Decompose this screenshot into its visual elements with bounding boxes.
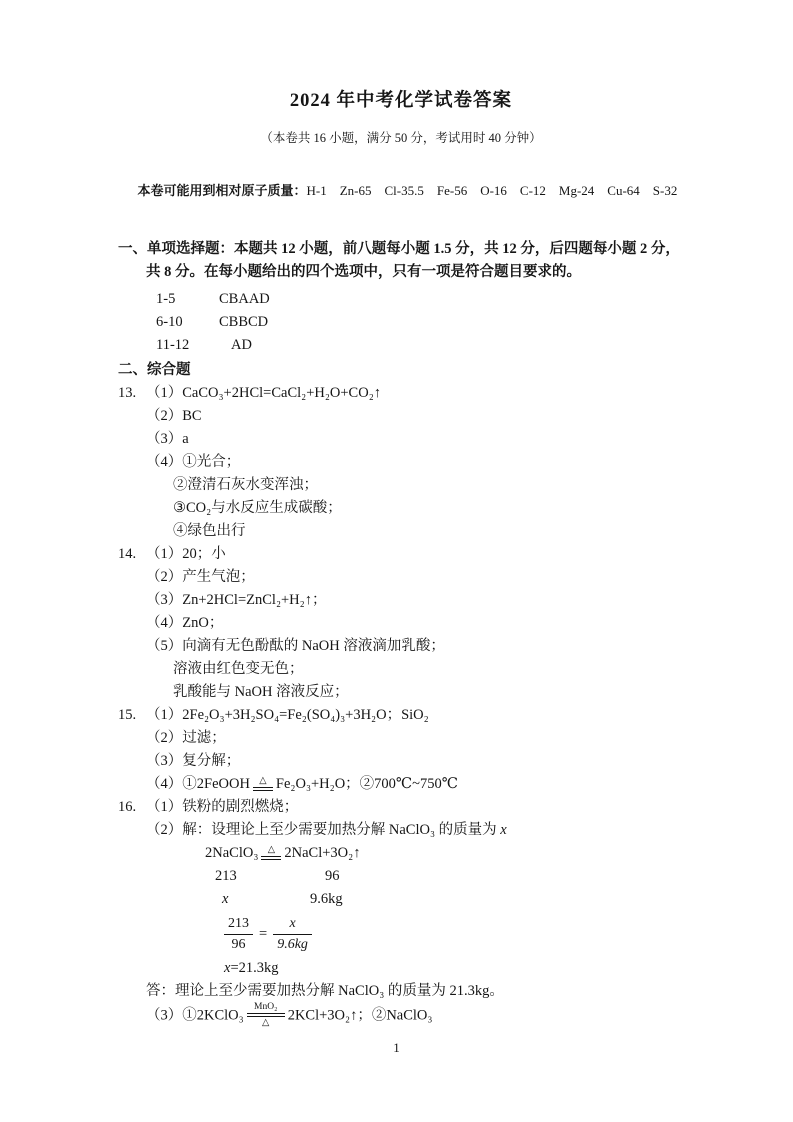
solution-result: [118, 957, 684, 980]
answer-row: [118, 311, 684, 334]
q16-part2-intro: [118, 819, 684, 842]
q16-part3: [118, 1003, 684, 1029]
stoich-equation: [118, 842, 684, 865]
q15-part1-text: （1）2Fe₂O₃+3H₂SO₄=Fe₂(SO₄)₃+3H₂O；SiO₂: [146, 707, 429, 723]
equals-bar: [261, 856, 281, 860]
q13-part1-text: （1）CaCO₃+2HCl=CaCl₂+H₂O+CO₂↑: [146, 385, 381, 401]
equation-right: 2NaCl+3O₂↑: [284, 845, 361, 861]
fraction-numerator: x: [273, 914, 312, 935]
equals-sign: =: [259, 925, 268, 942]
q16-part1: [118, 796, 684, 819]
answer-letters: CBBCD: [219, 314, 269, 330]
q15-part2: （2）过滤；: [146, 730, 226, 746]
question-number: 16.: [118, 799, 137, 815]
answer-row: [118, 334, 684, 357]
answer-range: 1-5: [156, 291, 176, 307]
answer-letters: CBAAD: [219, 291, 270, 307]
stoich-ratio-bottom: [118, 888, 684, 911]
q16-part3-prefix: （3）①2KClO₃: [146, 1007, 244, 1024]
section1-heading: [118, 238, 684, 284]
q14-part5-cont2: 乳酸能与 NaOH 溶液反应；: [173, 684, 349, 700]
q15-part4-suffix: Fe₂O₃+H₂O；②700℃~750℃: [275, 776, 458, 792]
question-14: [118, 543, 684, 704]
q14-part1-text: （1）20；小: [146, 546, 226, 562]
question-13: [118, 382, 684, 543]
molar-mass-value: 213: [215, 868, 237, 884]
equation-left: 2NaClO₃: [205, 845, 259, 861]
answer-range: 11-12: [156, 337, 190, 353]
q13-part4-item4: ④绿色出行: [173, 523, 246, 539]
page-title: 2024 年中考化学试卷答案: [289, 91, 513, 111]
q15-part4-prefix: （4）①2FeOOH: [146, 776, 250, 792]
delta-condition: △: [259, 775, 267, 786]
q13-part4-item2: ②澄清石灰水变浑浊；: [173, 477, 318, 493]
heated-equals-icon: [261, 845, 281, 861]
question-number: 15.: [118, 707, 137, 723]
q15-part3: （3）复分解；: [146, 753, 241, 769]
q14-part1: [118, 543, 684, 566]
section1-heading-line2: 共 8 分。在每小题给出的四个选项中，只有一项是符合题目要求的。: [146, 264, 581, 280]
question-number: 13.: [118, 385, 137, 401]
delta-condition: △: [262, 1018, 270, 1028]
q14-part4: （4）ZnO；: [146, 615, 224, 631]
q15-part4: [118, 773, 684, 796]
q13-part2: （2）BC: [146, 408, 202, 424]
q14-part5-cont1: 溶液由红色变无色；: [173, 661, 304, 677]
q14-part5: （5）向滴有无色酚酞的 NaOH 溶液滴加乳酸；: [146, 638, 445, 654]
fraction-x-96kg: [273, 914, 312, 955]
q16-part2-intro-text: （2）解：设理论上至少需要加热分解 NaClO₃ 的质量为: [146, 822, 501, 838]
document-content: [118, 0, 684, 1029]
exam-info-line: （本卷共 16 小题，满分 50 分，考试用时 40 分钟）: [260, 131, 542, 145]
stoich-ratio-top: [118, 865, 684, 888]
question-16: [118, 796, 684, 1029]
fraction-denominator: 96: [231, 937, 246, 952]
choice-answer-table: [118, 288, 684, 357]
fraction-numerator: 213: [224, 914, 253, 935]
q14-part3: （3）Zn+2HCl=ZnCl₂+H₂↑；: [146, 592, 327, 608]
section2-heading: 二、综合题: [118, 362, 191, 378]
q16-answer-statement: 答：理论上至少需要加热分解 NaClO₃ 的质量为 21.3kg。: [146, 983, 504, 999]
answer-letters: AD: [231, 337, 252, 353]
catalyzed-heated-equals-icon: [247, 1002, 285, 1028]
proportion-equation: [118, 914, 684, 955]
molar-mass-value: 96: [325, 868, 340, 884]
atomic-masses-label: 本卷可能用到相对原子质量：: [137, 183, 307, 198]
atomic-masses-line: [118, 161, 684, 221]
q13-part3: （3）a: [146, 431, 189, 447]
fraction-denominator: 9.6kg: [277, 937, 308, 952]
catalyst-condition: MnO₂: [254, 1002, 278, 1012]
given-mass-value: 9.6kg: [310, 891, 343, 907]
equals-bar: [247, 1013, 285, 1017]
question-15: [118, 704, 684, 796]
unknown-x: x: [224, 960, 231, 976]
answer-row: [118, 288, 684, 311]
q14-part2: （2）产生气泡；: [146, 569, 255, 585]
heated-equals-icon: [253, 776, 273, 792]
delta-condition: △: [267, 844, 276, 855]
q15-part1: [118, 704, 684, 727]
q16-part1-text: （1）铁粉的剧烈燃烧；: [146, 799, 299, 815]
page-number: 1: [393, 1040, 400, 1055]
question-number: 14.: [118, 546, 137, 562]
equals-bar: [253, 787, 273, 791]
fraction-213-96: [224, 914, 253, 955]
result-value: =21.3kg: [230, 960, 279, 976]
unknown-x: x: [500, 822, 507, 838]
q13-part4-item3: ③CO₂与水反应生成碳酸；: [173, 500, 342, 516]
q13-part1: [118, 382, 684, 405]
q13-part4-item1: （4）①光合；: [146, 454, 241, 470]
q16-part3-suffix: 2KCl+3O₂↑；②NaClO₃: [287, 1007, 433, 1024]
answer-range: 6-10: [156, 314, 183, 330]
atomic-masses-values: H-1 Zn-65 Cl-35.5 Fe-56 O-16 C-12 Mg-24 Cu-64 S-32: [306, 183, 678, 198]
unknown-x: x: [222, 891, 229, 907]
section1-heading-line1: 一、单项选择题：本题共 12 小题，前八题每小题 1.5 分，共 12 分，后四题每小题 2 分，: [118, 241, 680, 257]
